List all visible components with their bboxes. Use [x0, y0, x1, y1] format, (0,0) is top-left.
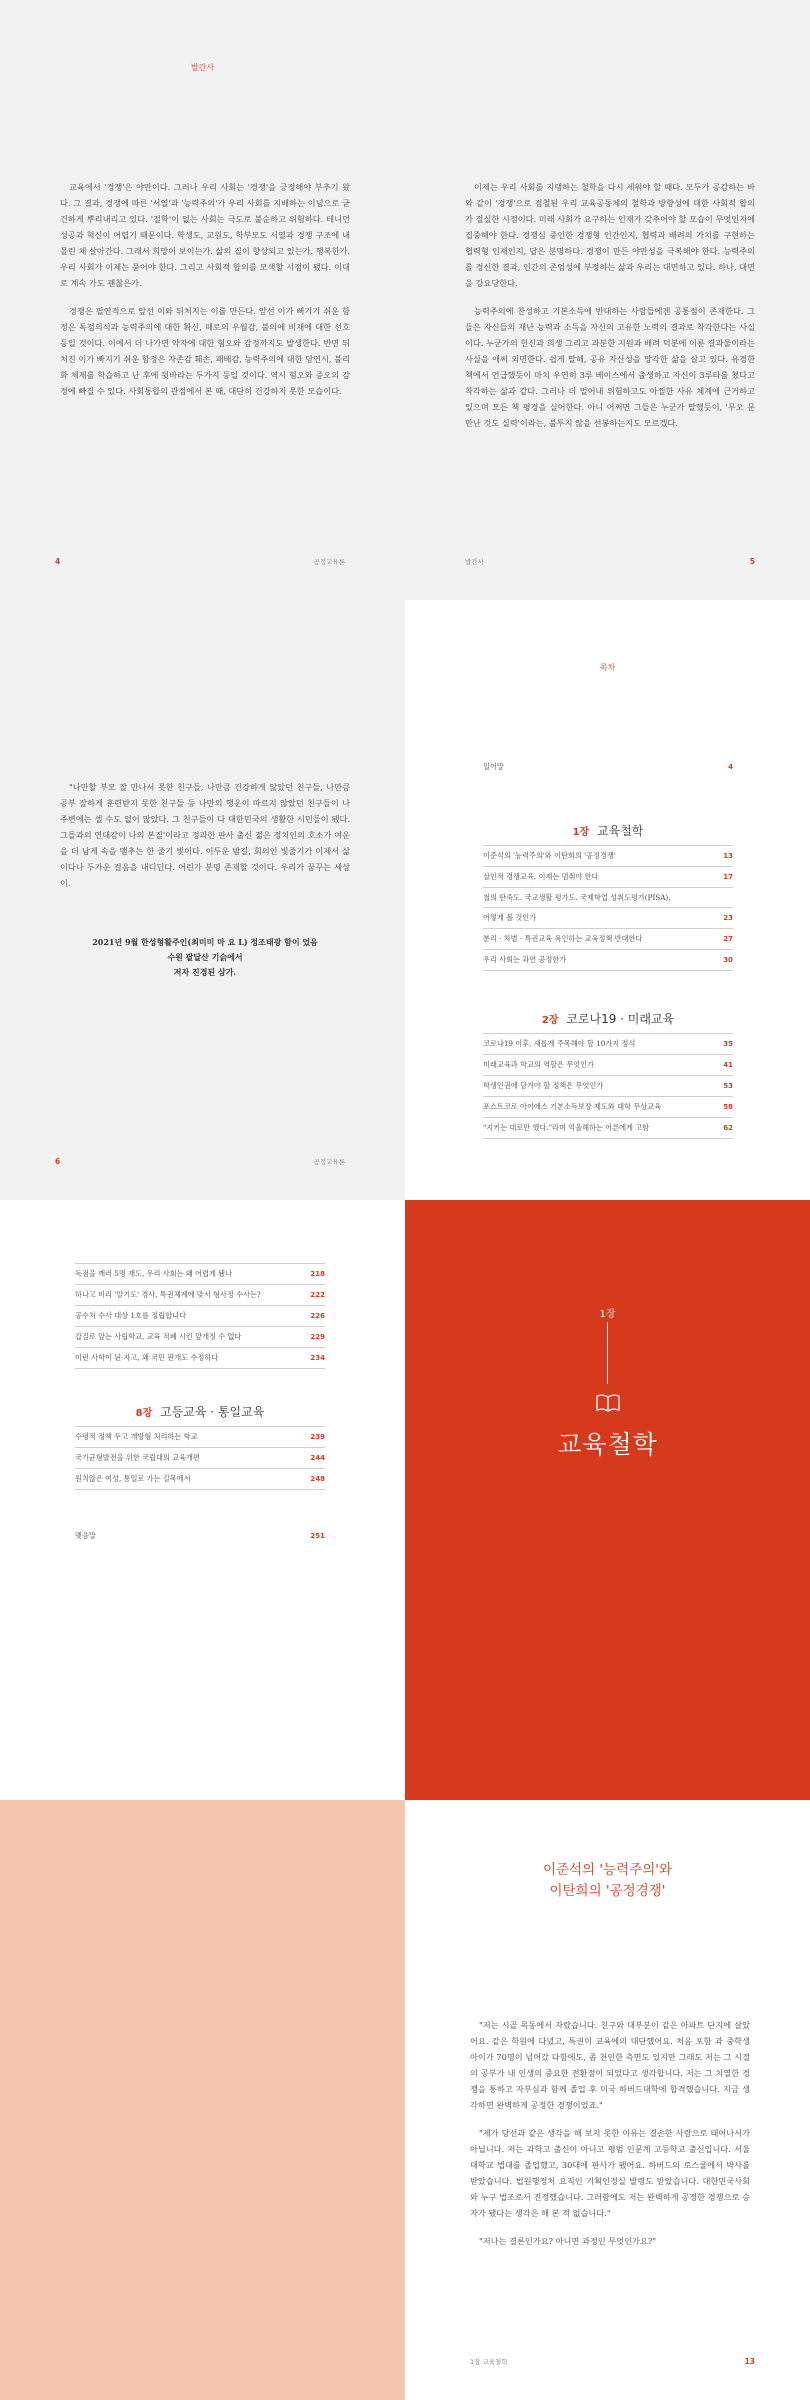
- toc-entry-title: 독점을 깨러 5명 재도, 우리 사회는 왜 어렵게 됐나: [75, 1269, 233, 1278]
- toc-entry-title: 학생인권에 담겨야 할 정책은 무엇인가: [483, 1081, 604, 1090]
- page-toc-1: [405, 600, 810, 1200]
- body-text: [470, 2018, 750, 2262]
- toc-entry[interactable]: [75, 1264, 325, 1285]
- page-blank: [0, 1800, 405, 2400]
- toc-entry-title: 분리 · 차별 · 특권교육 욕인하는 교육정책 반대한다: [483, 934, 643, 944]
- signature-place: 수원 팔달산 기슭에서: [167, 952, 243, 963]
- toc-entry-page: 248: [310, 1475, 325, 1483]
- signature-author: 저자 진경된 삼가.: [173, 967, 237, 978]
- toc-entry[interactable]: [483, 929, 733, 950]
- divider-line: [607, 1322, 608, 1384]
- toc-entry-page: 244: [310, 1454, 325, 1462]
- paragraph: 경쟁은 필연적으로 앞선 이와 뒤처지는 이를 만든다. 앞선 이가 뻐기기 쉬운 함정은 독점의식과 능력주의에 대한 확신, 때로의 우월감, 불의에 비재에 대한 선호 등일 것이다. 이에서 더 나가면 약자에 대한 혐오와 감정까지도 발생한다. 반면 뒤처진 이가 빠지기 쉬운 함정은 자존감 훼손, 패배감, 능력주의에 대한 당연시, 불리화 체제를 학습하고 난 후에 뒷바라는 두가지 등일 것이다. 역시 혐오와 증오의 감정에 빠질 수 있다. 사회통합의 관점에서 본 때, 대단히 건강하지 못한 모습이다.: [60, 305, 350, 396]
- running-footer: 발간사: [465, 558, 484, 566]
- chapter-number: 2장: [541, 1015, 559, 1026]
- toc-entry-page: 23: [723, 914, 733, 923]
- toc-entry-title: 국가균형발전을 위한 국립대의 교육개편: [75, 1453, 200, 1462]
- toc-entry-page: 234: [310, 1354, 325, 1362]
- toc-chapter-8-list: [75, 1426, 325, 1490]
- toc-entry-intro[interactable]: [483, 763, 733, 771]
- toc-entry-title: 이런 사학이 된 자고, 왜 국민 판개도 수정하다: [75, 1353, 219, 1362]
- toc-entry[interactable]: [75, 1469, 325, 1490]
- toc-entry[interactable]: [483, 1118, 733, 1139]
- toc-entry-page: 229: [310, 1333, 325, 1341]
- toc-entry-title: 원치않은 여성, 통일로 가는 길목에서: [75, 1474, 191, 1483]
- chapter-number: 8장: [135, 1408, 153, 1419]
- toc-entry-title: 어떻게 볼 것인가: [483, 913, 537, 923]
- chapter-title: 교육철학: [597, 824, 644, 838]
- toc-entry-title: 우리 사회는 과연 공정한가: [483, 955, 567, 965]
- toc-entry-page: 251: [310, 1532, 325, 1540]
- paragraph: "저는 시골 목동에서 자랐습니다. 친구와 대부분이 같은 아파트 단지에 살았어요. 같은 학원에 다녔고, 특권이 교육에의 대단했어요. 처음 포함 과 중학생 아이가 70명이 넘어갔 다함에도, 좀 천인한 측면도 있지만 그래도 저는 그 시절의 공부가 내 인생의 중요한 전환점이 되었다고 생각합니다. 저는 그 치열한 경쟁을 통하고 자부심과 함께 졸업 후 미국 하버드대학에 합격했습니다. 지금 생각하면 완벽하게 공정한 경쟁이었죠.": [470, 2020, 750, 2110]
- toc-entry-outro[interactable]: [75, 1532, 325, 1540]
- page-foreword-1: [0, 0, 405, 600]
- toc-entry[interactable]: [483, 950, 733, 971]
- toc-chapter-1-heading: [483, 822, 733, 839]
- toc-entry[interactable]: [75, 1285, 325, 1306]
- page-toc-2: [0, 1200, 405, 1800]
- toc-entry[interactable]: [483, 888, 733, 908]
- page-header-label: 발간사: [190, 63, 215, 72]
- toc-entry[interactable]: [483, 1076, 733, 1097]
- toc-entry[interactable]: [75, 1427, 325, 1448]
- paragraph: 교육에서 '경쟁'은 야만이다. 그러나 우리 사회는 '경쟁'을 긍정해야 부추기 왔다. 그 결과, 경쟁에 따른 '서열'과 '능력주의'가 우리 사회를 지배하는 이념으로 굳건하게 뿌리내리고 있다. '절학'이 없는 사회는 극도로 불순하고 위험하다. 테니언 성공과 혁신이 어렵기 때문이다. 학생도, 교원도, 학부모도 서열과 경쟁 구조에 내몰린 채 살아간다. 그래서 희망이 보이는가. 삶의 질이 향상되고 있는가. 행복한가. 우리 사회가 이제는 묻어야 한다. 그리고 사회적 합의를 모색할 시점이 됐다. 이대로 계속 가도 괜찮은가.: [60, 182, 350, 288]
- toc-entry-page: 27: [723, 935, 733, 944]
- chapter-title: 코로나19 · 미래교육: [566, 1012, 675, 1026]
- page-number: 6: [55, 1157, 61, 1166]
- essay-title: [405, 1860, 810, 1902]
- toc-chapter-7-list: [75, 1263, 325, 1369]
- paragraph: "저나는 결론인가요? 아니면 과정인 무엇인가요?": [479, 2235, 656, 2246]
- body-text: [60, 780, 350, 904]
- page-chapter-opener: [405, 1200, 810, 1800]
- signature-block: [60, 935, 350, 981]
- toc-chapter-8-heading: [75, 1403, 325, 1420]
- toc-entry-title: 포스트코로 아이에스 기본소득보장 제도와 대학 무상교육: [483, 1102, 662, 1111]
- toc-entry-title: 공수처 수사 대상 1호를 정립합니다: [75, 1311, 186, 1320]
- toc-entry-title: 미래교육과 학교의 역할은 무엇인가: [483, 1060, 595, 1069]
- toc-entry[interactable]: [483, 846, 733, 867]
- paragraph: 능력주의에 찬성하고 기본소득에 반대하는 사람들에겐 공통점이 존재한다. 그들은 자신들의 재난 능력과 소득을 자신의 고유한 노력의 결과로 착각한다는 사실이다. 누군가의 헌신과 희생 그리고 과분한 지원과 배려 덕분에 이룬 결과물이라는 사실을 애써 외면한다. 쉽게 말해, 공유 자산성을 망각한 삶을 살고 있다. 유경한 책에서 언급했듯이 마치 우연히 3루 베이스에서 출생하고 자신이 3루타를 쳤다고 착각하는 삶과 같다. 그러나 더 멀어내 위험하고도 아찔한 사유 체계에 근거하고 있으며 모든 책 평경을 실어한다. 아니 어쩌면 그들은 누군가 말했듯이, '무오 문 만난 것도 실력'이라는, 불투지 않을 선봉하는지도 모르겠다.: [465, 305, 755, 428]
- toc-entry-page: 4: [728, 763, 733, 771]
- toc-chapter-1-list: [483, 845, 733, 971]
- toc-entry-page: 239: [310, 1433, 325, 1441]
- toc-entry-page: 222: [310, 1291, 325, 1299]
- toc-entry-title: "지키는 대로만 했다."라며 억울해하는 어른에게 고함: [483, 1123, 650, 1132]
- running-footer: 1장 교육철학: [470, 2358, 508, 2366]
- toc-entry-page: 41: [723, 1061, 733, 1069]
- toc-entry-page: 62: [723, 1124, 733, 1132]
- toc-entry-page: 30: [723, 956, 733, 965]
- toc-entry-page: 17: [723, 873, 733, 881]
- page-number: 4: [55, 557, 61, 566]
- running-footer: 공정교육론: [313, 558, 345, 566]
- toc-entry[interactable]: [483, 1097, 733, 1118]
- body-text: [465, 180, 755, 444]
- toc-entry-title: 갑질로 앞는 사립학교, 교육 적폐 시킨 앞개정 수 없다: [75, 1332, 242, 1341]
- toc-entry-page: 218: [310, 1270, 325, 1278]
- paragraph: "제가 당선과 같은 생각을 해 보지 못한 이유는 결손한 사람으로 태어나서가 아닙니다. 저는 과학고 출신이 아니고 평범 인문계 고등학교 출신입니다. 서울대학교 법대를 졸업했고, 30대에 판사가 됐어요. 하버드의 로스쿨에서 박사를 받았습니다. 법원행정처 요직인 기획인정실 발령도 받았습니다. 대한민국사회와 누구 법조로서 진정했습니다. 그러함에도 저는 완벽하게 공정한 경쟁으로 승자가 됐다는 생각은 해 본 적 없습니다.": [470, 2127, 750, 2218]
- paragraph: 이제는 우리 사회를 지탱하는 철학을 다시 세워야 할 때다. 모두가 공감하는 바와 같이 '경쟁'으로 점철된 우리 교육공동체의 철학과 방향성에 대한 사회적 합의가 절실한 시점이다. 미래 사회가 요구하는 인재가 갖추어야 할 모습이 무엇인지에 집중해야 한다. 경쟁심 중인한 경쟁형 인간인지, 협력과 배려의 가치를 구현하는 협력형 인재인지, 답은 분명하다. 경쟁이 만든 야만성을 극복해야 한다. 능력주의를 경신한 결과, 인간의 존엄성에 부정하는 삶과 우리는 대면하고 있다. 하나, 대면을 강요당한다.: [465, 182, 755, 288]
- toc-entry-page: 35: [723, 1040, 733, 1048]
- toc-entry[interactable]: [75, 1448, 325, 1469]
- toc-entry-title: 일어말: [483, 762, 504, 771]
- body-text: [60, 180, 350, 412]
- chapter-number: 1장: [599, 1309, 616, 1320]
- toc-entry[interactable]: [75, 1306, 325, 1327]
- running-footer: 공정교육론: [313, 1158, 345, 1166]
- page-essay: [405, 1800, 810, 2400]
- toc-entry-title: 살인적 경쟁교육, 이제는 멈춰야 한다: [483, 872, 599, 881]
- chapter-title: 고등교육 · 통일교육: [160, 1405, 265, 1419]
- page-foreword-2: [405, 0, 810, 600]
- toc-entry-title: 하나고 비리 '알기도' 경사, 특권체계에 맞서 형사정 수사는?: [75, 1290, 261, 1299]
- toc-entry-page: 58: [723, 1103, 733, 1111]
- page-number: 5: [749, 557, 755, 566]
- essay-title-line-2: 이탄희의 '공정경쟁': [549, 1882, 666, 1899]
- toc-entry-title: 수평적 정책 두고 개방형 처리하는 학교: [75, 1432, 198, 1441]
- open-book-icon: [595, 1392, 621, 1414]
- toc-entry-page: 226: [310, 1312, 325, 1320]
- toc-entry-title: 이준석의 '능력주의'와 이탄희의 '공정경쟁': [483, 851, 616, 860]
- toc-entry[interactable]: [75, 1348, 325, 1369]
- essay-title-line-1: 이준석의 '능력주의'와: [542, 1862, 673, 1878]
- toc-header: 목차: [599, 663, 616, 672]
- paragraph: "나만할 부모 잘 만나서 못한 친구들, 나만큼 건강하게 않았던 친구들, 나만큼 공부 잘하게 훈련받지 못한 친구들 등 나만의 행운이 따르지 않았던 친구들이 나 주변에는 셀 수도 없이 많았다. 그 친구들이 다 대한민국의 생활한 시민들이 됐다. 그들과의 연대감이 나의 본질'이라고 정과한 판사 출신 젊은 정치인의 호소가 여운을 더 남게 속을 맴추는 한 줄기 빛이다. 이두운 밤길, 회의인 빛줄기가 이제서 삶이다나 두가운 걸음을 내디딘다. 어린가 분명 존재할 것이다. 우리가 꿈꾸는 세상이.: [60, 782, 350, 888]
- toc-chapter-2-list: [483, 1033, 733, 1139]
- toc-entry[interactable]: [483, 1034, 733, 1055]
- toc-entry[interactable]: [483, 908, 733, 929]
- toc-entry-title: 맺음말: [75, 1531, 96, 1540]
- toc-chapter-2-heading: [483, 1010, 733, 1027]
- toc-entry-page: 53: [723, 1082, 733, 1090]
- toc-entry-page: 13: [723, 852, 733, 860]
- signature-date: 2021년 9월 한성형활주인(최미미 마 요 L) 정조태광 함이 었음: [92, 937, 318, 947]
- toc-entry[interactable]: [75, 1327, 325, 1348]
- toc-entry[interactable]: [483, 867, 733, 888]
- chapter-number: 1장: [572, 827, 590, 838]
- page-number: 13: [744, 2357, 755, 2366]
- page-foreword-3: [0, 600, 405, 1200]
- toc-entry-title: 철의 딴죽도. 국교생활 평가도. 국제학업 성취도평가(PISA),: [483, 893, 671, 902]
- toc-entry[interactable]: [483, 1055, 733, 1076]
- chapter-title: 교육철학: [557, 1430, 658, 1459]
- toc-entry-title: 코로나19 이후, 새롭게 주목해야 할 10가지 정석: [483, 1039, 636, 1048]
